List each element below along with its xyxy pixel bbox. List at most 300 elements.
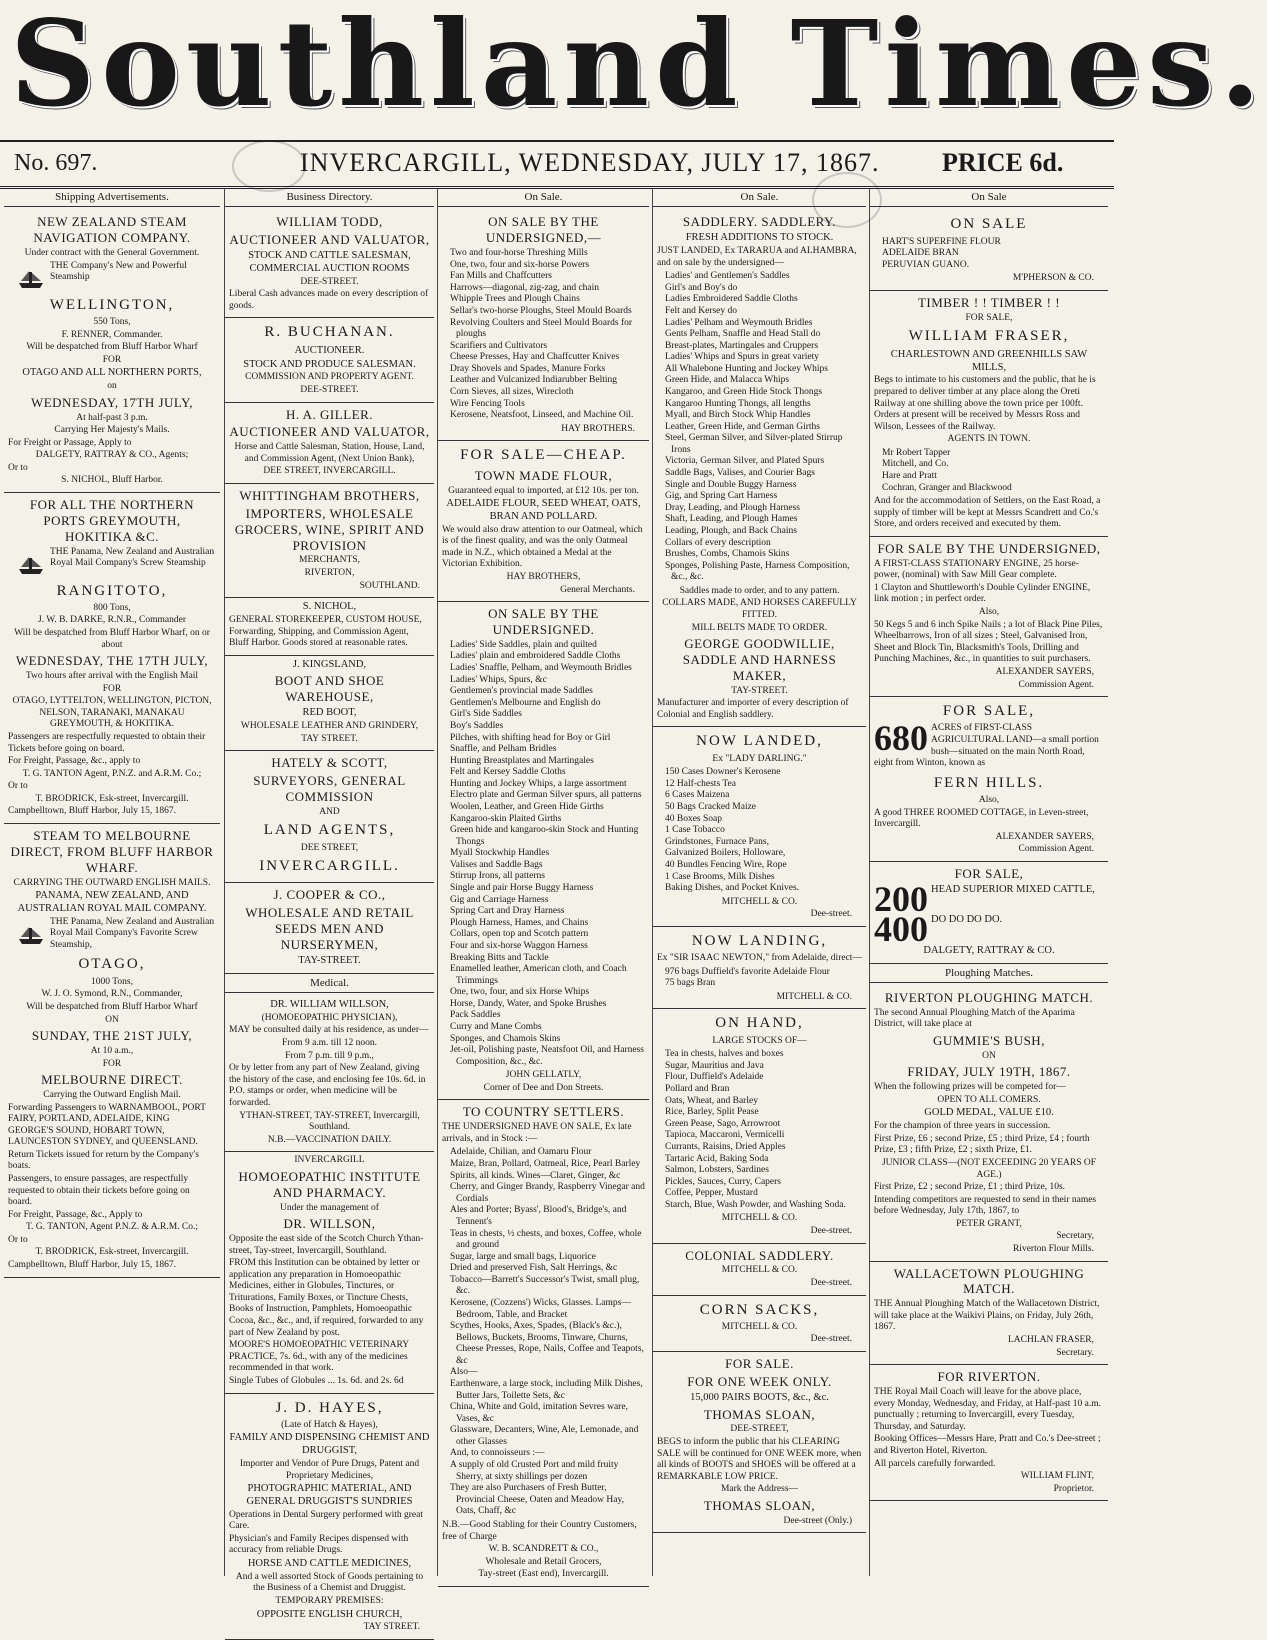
ad-text: From 9 a.m. till 12 noon.	[282, 1038, 377, 1049]
ad-text: Campbelltown, Bluff Harbor, July 15, 1867.	[8, 806, 177, 817]
ad-title: TIMBER ! ! TIMBER ! !	[917, 295, 1061, 311]
ad-text: Tay-street (East end), Invercargill.	[478, 1569, 609, 1580]
ad-title: ON SALE BY THE UNDERSIGNED.	[488, 606, 599, 638]
steamship-icon	[16, 263, 46, 293]
ad-text: THE Royal Mail Coach will leave for the above place, every Monday, Wednesday, and Friday, at Half-past 10 a.m. punctually ; returning to Invercargill, every Tuesday, Thursday, and Saturday.	[874, 1387, 1101, 1432]
ad-text: Under the management of	[280, 1202, 379, 1213]
ad-text: For Freight or Passage, Apply to	[8, 437, 132, 448]
sailing-date: SUNDAY, THE 21ST JULY,	[31, 1028, 193, 1044]
price: PRICE 6d.	[942, 148, 1064, 177]
list-item: 40 Boxes Soap	[665, 813, 722, 824]
agent-name: T. BRODRICK, Esk-street, Invercargill.	[35, 793, 189, 804]
ad-title: FOR SALE—CHEAP.	[460, 447, 627, 464]
ad-title: SADDLERY. SADDLERY.	[682, 214, 837, 230]
ad-title: FOR SALE BY THE UNDERSIGNED,	[877, 540, 1101, 556]
list-item: Ladies' plain and embroidered Saddle Cloths	[450, 651, 621, 662]
list-item: Saddle Bags, Valises, and Courier Bags	[665, 468, 815, 479]
ad-for-sale-cheap	[438, 441, 649, 602]
ad-text: Opposite the east side of the Scotch Church Ythan-street, Tay-street, Invercargill, Southland.	[229, 1233, 424, 1256]
ad-text: Carrying the Outward English Mail.	[43, 1089, 181, 1100]
list-item: Girl's and Boy's do	[665, 282, 738, 293]
list-item: Cochran, Granger and Blackwood	[882, 482, 1012, 493]
ad-text: Ex "SIR ISAAC NEWTON," from Adelaide, direct—	[657, 953, 862, 964]
ad-text: Wholesale and Retail Grocers,	[485, 1556, 602, 1567]
list-item: 6 Cases Maizena	[665, 790, 730, 801]
ad-text: Return Tickets issued for return by the Company's boats.	[8, 1149, 199, 1172]
list-item: Spring Cart and Dray Harness	[450, 906, 565, 917]
ad-text: First Prize, £6 ; second Prize, £5 ; third Prize, £4 ; fourth Prize, £3 ; fifth Prize, £2 ; sixth Prize, £1.	[874, 1133, 1090, 1156]
ad-title: NOW LANDING,	[691, 932, 828, 949]
masthead	[0, 0, 1267, 140]
column-shipping	[4, 188, 220, 1576]
ad-text: THE UNDERSIGNED HAVE ON SALE, Ex late arrivals, and in Stock :—	[442, 1122, 632, 1144]
ad-for-riverton	[870, 1365, 1108, 1501]
cattle-figure: 400	[874, 908, 928, 949]
list-item: Kangaroo-skin Plaited Girths	[450, 813, 562, 824]
list-item: Glassware, Decanters, Wine, Ale, Lemonade, and other Glasses	[450, 1425, 639, 1447]
ad-signature: THOMAS SLOAN,	[703, 1406, 816, 1422]
ad-text: TAY STREET.	[301, 733, 358, 744]
list-item: Leading, Plough, and Back Chains	[665, 525, 797, 536]
ad-text: 1 Clayton and Shuttleworth's Double Cylinder ENGINE, link motion ; in perfect order.	[874, 582, 1091, 605]
ad-text: DEE-STREET.	[300, 276, 359, 287]
masthead-title: Southland Times.	[10, 0, 1267, 133]
list-item: Whipple Trees and Plough Chains	[450, 294, 580, 305]
ad-subtitle: WHOLESALE AND RETAIL SEEDS MEN AND NURSERYMEN,	[245, 905, 414, 953]
ad-title: ON SALE	[950, 216, 1028, 233]
ad-text: Saddles made to order, and to any pattern.	[679, 585, 840, 596]
list-item: Dray Shovels and Spades, Manure Forks	[450, 363, 606, 374]
ad-subtitle: BOOT AND SHOE WAREHOUSE,	[274, 673, 385, 705]
ad-text: 50 Kegs 5 and 6 inch Spike Nails ; a lot of Black Pine Piles, Wheelbarrows, Iron of all sizes ; Steel, Galvanised Iron, Sheet and Block Tin, Blacksmith's Tools, Drilling and Punching Machines, &c., in quantities to suit purchasers.	[874, 619, 1103, 665]
list-item: Tobacco—Barrett's Successor's Twist, small plug, &c.	[450, 1274, 640, 1297]
ad-title: STEAM TO MELBOURNE DIRECT, FROM BLUFF HARBOR WHARF.	[10, 828, 214, 875]
ad-text: Will be despatched from Bluff Harbor Wharf, on or about	[14, 628, 210, 650]
list-item: Woolen, Leather, and Green Hide Girths	[450, 801, 604, 812]
ad-wallacetown-ploughing	[870, 1262, 1108, 1366]
ad-text: And for the accommodation of Settlers, on the East Road, a supply of timber will be kept at Messrs Scandrett and Co.'s Store, and orders received and executed by them.	[874, 496, 1101, 530]
list-item: Corn Sieves, all sizes, Wirecloth	[450, 387, 574, 398]
ad-now-landing	[653, 927, 866, 1010]
section-header: On Sale	[870, 188, 1108, 207]
ad-text: BEGS to inform the public that his CLEARING SALE will be continued for ONE WEEK more, when all kinds of BOOTS and SHOES will be offered at a REMARKABLE LOW PRICE.	[657, 1437, 862, 1482]
ad-text: All parcels carefully forwarded.	[874, 1458, 996, 1469]
ad-text: Booking Offices—Messrs Hare, Pratt and Co.'s Dee-street ; and Riverton Hotel, Riverton.	[874, 1434, 1101, 1456]
ad-title: NOW LANDED,	[696, 733, 823, 750]
ad-signature: MITCHELL & CO.	[721, 1265, 798, 1276]
list-item: HART'S SUPERFINE FLOUR	[882, 236, 1001, 247]
list-item: Electro plate and German Silver spurs, all patterns	[450, 790, 642, 801]
ad-giller	[225, 403, 434, 484]
ad-text: Will be despatched from Bluff Harbor Wharf	[26, 342, 198, 353]
list-item: Collars of every description	[665, 537, 771, 548]
ad-timber	[870, 291, 1108, 537]
list-item: Tapioca, Maccaroni, Vermicelli	[665, 1130, 785, 1141]
list-item: Jet-oil, Polishing paste, Neatsfoot Oil, and Harness Composition, &c., &c.	[450, 1045, 644, 1067]
ad-text: GENERAL STOREKEEPER, CUSTOM HOUSE, Forwarding, Shipping, and Commission Agent, Bluff Harbor. Goods stored at reasonable rates.	[229, 614, 422, 649]
ad-whittingham	[225, 484, 434, 598]
list-item: Four and six-horse Waggon Harness	[450, 940, 588, 951]
list-item: Dried and preserved Fish, Salt Herrings, &c	[450, 1263, 618, 1274]
ad-text: DEE STREET,	[300, 842, 359, 853]
list-item: Cherry, and Ginger Brandy, Raspberry Vinegar and Cordials	[450, 1182, 645, 1204]
ad-text: CARRYING THE OUTWARD ENGLISH MAILS.	[13, 877, 211, 888]
list-item: Shaft, Leading, and Plough Hames	[665, 514, 798, 525]
list-item: Sponges, and Chamois Skins	[450, 1033, 561, 1044]
ad-text: F. RENNER, Commander.	[61, 329, 163, 340]
list-item: Victoria, German Silver, and Plated Spurs	[665, 456, 825, 467]
list-item: Brushes, Combs, Chamois Skins	[665, 549, 790, 560]
ad-text: Secretary,	[1056, 1231, 1094, 1242]
ad-text: Forwarding Passengers to WARNAMBOOL, PORT FAIRY, PORTLAND, ADELAIDE, KING GEORGE'S SOUND, HOBART TOWN, LAUNCESTON SYDNEY, and QUEENSLAND.	[8, 1102, 206, 1148]
list-item: Tea in chests, halves and boxes	[665, 1049, 784, 1060]
list-item: Teas in chests, ½ chests, and boxes, Coffee, whole and ground	[450, 1228, 642, 1251]
column-on-sale-3	[869, 188, 1108, 1576]
ad-text: INVERCARGILL	[294, 1155, 365, 1166]
ad-colonial-saddlery	[653, 1244, 866, 1296]
list-item: Boy's Saddles	[450, 720, 504, 731]
list-item: Snaffle, and Pelham Bridles	[450, 744, 557, 755]
section-header: Shipping Advertisements.	[4, 188, 220, 207]
list-item: Breast-plates, Martingales and Cruppers	[665, 340, 819, 351]
issue-number: No. 697.	[14, 150, 98, 176]
agent-name: S. NICHOL, Bluff Harbor.	[61, 475, 163, 486]
ad-text: Also,	[978, 794, 1000, 805]
list-item: Galvanized Boilers, Holloware,	[665, 848, 786, 859]
list-item: Gents Pelham, Snaffle and Head Stall do	[665, 329, 821, 340]
list-item: Ladies' Side Saddles, plain and quilted	[450, 639, 597, 650]
list-item: Two and four-horse Threshing Mills	[450, 248, 588, 259]
ad-signature: WILLIAM FLINT,	[1020, 1471, 1094, 1482]
list-item: Girl's Side Saddles	[450, 709, 522, 720]
item-list	[665, 967, 862, 990]
list-item: Plough Harness, Hames, and Chains	[450, 917, 589, 928]
ad-text: ON	[982, 1050, 996, 1061]
ad-text: HEAD SUPERIOR MIXED CATTLE,	[931, 883, 1095, 895]
ad-text: AGENTS IN TOWN.	[947, 434, 1031, 445]
ad-title: S. NICHOL,	[302, 601, 357, 613]
ad-text: MILL BELTS MADE TO ORDER.	[691, 622, 828, 633]
ad-signature: MITCHELL & CO.	[721, 1213, 798, 1224]
ad-subtitle: AUCTIONEER AND VALUATOR,	[229, 424, 430, 440]
list-item: Scythes, Hooks, Axes, Spades, (Black's &c.), Bellows, Buckets, Brooms, Tinware, Churns, Cheese Presses, Rope, Nails, Coffee and Teapots, &c	[450, 1321, 644, 1366]
list-item: Ladies Embroidered Saddle Cloths	[665, 294, 798, 305]
list-item: Ales and Porter; Byass', Blood's, Bridge's, and Tennent's	[450, 1205, 627, 1227]
ad-signature: MITCHELL & CO.	[776, 991, 852, 1002]
ad-text: THE Company's New and Powerful Steamship	[50, 260, 187, 283]
list-item: Mr Robert Tapper	[882, 447, 951, 458]
ad-text: JUNIOR CLASS—(NOT EXCEEDING 20 YEARS OF AGE.)	[881, 1157, 1097, 1180]
item-list	[665, 271, 862, 584]
list-item: Stirrup Irons, all patterns	[450, 871, 545, 882]
ad-text: A FIRST-CLASS STATIONARY ENGINE, 25 horse-power, (nominal) with Saw Mill Gear complete.	[874, 558, 1079, 581]
list-item: Mitchell, and Co.	[882, 459, 949, 470]
ad-subtitle: GUMMIE'S BUSH,	[933, 1032, 1045, 1048]
list-item: Enamelled leather, American cloth, and Coach Trimmings	[450, 964, 627, 986]
ad-subtitle: FAMILY AND DISPENSING CHEMIST AND DRUGGIST,	[229, 1432, 430, 1457]
column-on-sale-2	[652, 188, 866, 1576]
list-item: Curry and Mane Combs	[450, 1021, 542, 1032]
list-item: Breaking Bitts and Tackle	[450, 952, 549, 963]
ad-text: FOR	[102, 1058, 122, 1069]
ad-text: DEE-STREET.	[300, 384, 359, 395]
ad-text: JUST LANDED, Ex TARARUA and ALHAMBRA, and on sale by the undersigned—	[657, 246, 857, 268]
ad-text: DO DO DO DO.	[931, 913, 1003, 925]
ad-signature: MITCHELL & CO.	[721, 896, 798, 907]
ad-text: Corner of Dee and Don Streets.	[483, 1082, 604, 1093]
list-item: Felt and Kersey do	[665, 305, 738, 316]
cattle-figure: 200	[874, 878, 928, 919]
ad-text: At half-past 3 p.m.	[76, 412, 148, 423]
ad-text: For Freight, Passage, &c., Apply to	[8, 1209, 143, 1220]
ad-text: ON	[105, 1014, 119, 1025]
agent-name: T. G. TANTON, Agent P.N.Z. & A.R.M. Co.;	[25, 1222, 199, 1233]
list-item: Valises and Saddle Bags	[450, 859, 543, 870]
ad-text: And a well assorted Stock of Goods pertaining to the Business of a Chemist and Druggist.	[235, 1571, 424, 1594]
ad-riverton-ploughing	[870, 986, 1108, 1262]
ad-wellington	[4, 210, 220, 493]
steamship-icon	[16, 919, 46, 949]
list-item: Rice, Barley, Split Pease	[665, 1107, 759, 1118]
ad-text: 15,000 PAIRS BOOTS, &c., &c.	[690, 1391, 829, 1403]
column-business	[224, 188, 434, 1633]
list-item: 50 Bags Cracked Maize	[665, 802, 757, 813]
list-item: Sellar's two-horse Ploughs, Steel Mould Boards	[450, 306, 632, 317]
list-item: Gig, and Spring Cart Harness	[665, 491, 778, 502]
ad-text: FOR	[102, 683, 122, 694]
ad-text: Dee-street (Only.)	[783, 1515, 852, 1526]
list-item: Sponges, Polishing Paste, Harness Composition, &c., &c.	[665, 560, 850, 583]
list-item: Maize, Bran, Pollard, Oatmeal, Rice, Pearl Barley	[450, 1159, 641, 1170]
ad-signature: GEORGE GOODWILLIE, SADDLE AND HARNESS MAKER,	[682, 636, 837, 683]
list-item: 1 Case Brooms, Milk Dishes	[665, 871, 775, 882]
ad-title: J. KINGSLAND,	[292, 658, 367, 670]
ad-text: TAY STREET.	[363, 1622, 420, 1633]
ad-todd	[225, 210, 434, 318]
ad-text: on	[107, 381, 117, 392]
ad-text: DEE-STREET,	[730, 1424, 789, 1435]
ad-text: PANAMA, NEW ZEALAND, AND AUSTRALIAN ROYAL MAIL COMPANY.	[17, 890, 207, 914]
ad-text: PHOTOGRAPHIC MATERIAL, AND GENERAL DRUGGIST'S SUNDRIES	[246, 1483, 413, 1507]
ad-subtitle: AUCTIONEER AND VALUATOR,	[229, 232, 430, 248]
list-item: Adelaide, Chilian, and Oamaru Flour	[450, 1147, 592, 1158]
ad-title: WALLACETOWN PLOUGHING MATCH.	[893, 1265, 1085, 1297]
ad-text: AUCTIONEER.	[294, 344, 365, 356]
ad-subtitle: LAND AGENTS,	[263, 822, 396, 839]
ad-text: Importer and Vendor of Pure Drugs, Patent and Proprietary Medicines,	[239, 1458, 420, 1481]
ad-text: 800 Tons,	[93, 602, 131, 613]
ad-text: Horse and Cattle Salesman, Station, House, Land, and Commission Agent, (Next Union Bank),	[234, 442, 425, 464]
ad-text: Also,	[978, 607, 1000, 618]
list-item: Leather and Vulcanized Indiarubber Belting	[450, 375, 618, 386]
column-on-sale-1	[437, 188, 649, 1580]
ad-text: Guaranteed equal to imported, at £12 10s. per ton.	[448, 485, 639, 496]
ad-text: Dee-street.	[810, 1278, 852, 1289]
list-item: Hare and Pratt	[882, 470, 937, 481]
list-item: Ladies' Whips and Spurs in great variety	[665, 352, 820, 363]
list-item: Salmon, Lobsters, Sardines	[665, 1165, 769, 1176]
list-item: Grindstones, Furnace Pans,	[665, 836, 769, 847]
list-item: Ladies' and Gentlemen's Saddles	[665, 271, 790, 282]
agent-name: T. G. TANTON Agent, P.N.Z. and A.R.M. Co.;	[22, 768, 202, 779]
dateline	[0, 140, 1114, 189]
section-header: Ploughing Matches.	[870, 964, 1108, 983]
item-list	[665, 1049, 862, 1211]
ad-title: TO COUNTRY SETTLERS.	[462, 1104, 625, 1120]
ad-cattle	[870, 862, 1108, 964]
steamship-icon	[16, 549, 46, 579]
ad-text: SOUTHLAND.	[359, 580, 420, 591]
ad-text: A good THREE ROOMED COTTAGE, in Leven-street, Invercargill.	[874, 807, 1089, 830]
list-item: They are also Purchasers of Fresh Butter, Provincial Cheese, Oaten and Meadow Hay, Oats, Chaff, &c	[450, 1483, 624, 1517]
ad-signature: PETER GRANT,	[956, 1218, 1022, 1229]
destination: MELBOURNE DIRECT.	[41, 1072, 183, 1088]
ad-homoeopathic-institute	[225, 1152, 434, 1393]
ad-title: FOR SALE,	[954, 865, 1024, 881]
ad-text: Carrying Her Majesty's Mails.	[54, 425, 170, 436]
ad-signature: M'PHERSON & CO.	[1012, 273, 1094, 284]
ad-text: Intending competitors are requested to send in their names before Wednesday, July 17th, 1867, to	[874, 1194, 1097, 1217]
ad-text: TAY-STREET.	[731, 685, 788, 696]
ad-text: Two hours after arrival with the English Mail	[25, 671, 199, 682]
list-item: 75 bags Bran	[665, 978, 716, 989]
ad-text: Liberal Cash advances made on every description of goods.	[229, 289, 429, 311]
list-item: Currants, Raisins, Dried Apples	[665, 1141, 786, 1152]
ad-text: N.B.—Good Stabling for their Country Customers, free of Charge	[442, 1519, 637, 1542]
list-item: Scarifiers and Cultivators	[450, 340, 548, 351]
list-item: Kerosene, Neatsfoot, Linseed, and Machine Oil.	[450, 410, 634, 421]
event-date: FRIDAY, JULY 19TH, 1867.	[907, 1064, 1071, 1080]
ad-text: From 7 p.m. till 9 p.m.,	[285, 1050, 374, 1061]
ad-text: Operations in Dental Surgery performed with great Care.	[229, 1509, 423, 1532]
ad-text: When the following prizes will be competed for—	[874, 1082, 1066, 1093]
list-item: Pilches, with shifting head for Boy or Girl	[450, 732, 611, 743]
ad-corn-sacks	[653, 1296, 866, 1352]
agent-name: DALGETY, RATTRAY & CO., Agents;	[35, 450, 189, 461]
list-item: One, two, four and six-horse Powers	[450, 259, 590, 270]
list-item: 976 bags Duffield's favorite Adelaide Flour	[665, 966, 830, 977]
ad-text: Begs to intimate to his customers and the public, that he is prepared to deliver timber at any place along the Oreti Railway at one shilling above the town price per 100ft. Orders at present will be received by Messrs Ross and Wilson, Lessees of the Railway.	[874, 375, 1096, 432]
list-item: 12 Half-chests Tea	[665, 778, 736, 789]
ad-title: J. D. HAYES,	[275, 1399, 384, 1416]
ad-hay-brothers	[438, 210, 649, 441]
ad-kingsland	[225, 656, 434, 751]
list-item: Myall Stockwhip Handles	[450, 848, 550, 859]
ad-title: FOR SALE.	[725, 1356, 794, 1372]
list-item: Felt and Kersey Saddle Cloths	[450, 767, 566, 778]
ad-text: (HOMOEOPATHIC PHYSICIAN),	[261, 1012, 398, 1023]
ad-text: RIVERTON,	[304, 567, 355, 578]
ad-now-landed	[653, 727, 866, 926]
list-item: Ladies' Pelham and Weymouth Bridles	[665, 317, 813, 328]
ad-signature: ALEXANDER SAYERS,	[995, 666, 1094, 677]
ad-text: OTAGO AND ALL NORTHERN PORTS,	[22, 367, 202, 379]
ad-text: OPEN TO ALL COMERS.	[937, 1094, 1041, 1105]
ad-mpherson	[870, 210, 1108, 291]
ad-text: YTHAN-STREET, TAY-STREET, Invercargill, Southland.	[239, 1110, 420, 1133]
ad-text: COLLARS MADE, AND HORSES CAREFULLY FITTED.	[662, 598, 857, 620]
ad-text: The second Annual Ploughing Match of the Aparima District, will take place at	[874, 1007, 1075, 1030]
list-item: One, two, four, and six Horse Whips	[450, 987, 590, 998]
item-list	[450, 1147, 645, 1518]
list-item: Green Pease, Sago, Arrowroot	[665, 1118, 781, 1129]
ad-text: HORSE AND CATTLE MEDICINES,	[247, 1558, 412, 1570]
ad-text: Passengers are respectfully requested to obtain their Tickets before going on board.	[8, 731, 206, 754]
ship-name: OTAGO,	[78, 956, 146, 973]
list-item: Myall, and Birch Stock Whip Handles	[665, 410, 811, 421]
ad-title: R. BUCHANAN.	[264, 324, 395, 341]
ad-on-hand	[653, 1009, 866, 1243]
ad-title: HATELY & SCOTT,	[271, 755, 388, 771]
ad-text: Commission Agent.	[1018, 844, 1094, 855]
ad-country-settlers	[438, 1100, 649, 1586]
ad-text: THE Panama, New Zealand and Australian Royal Mail Company's Favorite Screw Steamship,	[50, 916, 215, 950]
ad-signature: HAY BROTHERS.	[561, 423, 635, 434]
ad-text: GOLD MEDAL, VALUE £10.	[924, 1107, 1054, 1119]
ship-name: WELLINGTON,	[49, 296, 175, 313]
list-item: Green hide and kangaroo-skin Stock and Hunting Thongs	[450, 825, 639, 847]
ad-subtitle: INVERCARGILL.	[259, 858, 400, 875]
ad-text: AND	[319, 806, 340, 817]
ad-sayers-engine	[870, 537, 1108, 697]
ad-title: CORN SACKS,	[699, 1301, 820, 1318]
list-item: Ladies' Snaffle, Pelham, and Weymouth Bridles	[450, 663, 632, 674]
ad-text: (Late of Hatch & Hayes),	[281, 1419, 378, 1430]
ad-text: Manufacturer and importer of every description of Colonial and English saddlery.	[657, 698, 849, 720]
list-item: Hunting and Jockey Whips, a large assortment	[450, 778, 627, 789]
ad-rangitoto	[4, 493, 220, 824]
item-list	[450, 640, 645, 1068]
ad-title: NEW ZEALAND STEAM NAVIGATION COMPANY.	[33, 214, 191, 246]
item-list	[665, 767, 862, 894]
ad-signature: JOHN GELLATLY,	[505, 1070, 582, 1081]
ad-text: THE Annual Ploughing Match of the Wallacetown District, will take place at the Waikivi Plains, on Friday, July 26th, 1867.	[874, 1299, 1100, 1333]
list-item: And, to connoisseurs :—	[450, 1448, 545, 1459]
ad-text: STOCK AND PRODUCE SALESMAN.	[243, 358, 416, 370]
section-header: On Sale.	[653, 188, 866, 207]
ad-title: FOR SALE,	[942, 703, 1036, 720]
ship-name: RANGITOTO,	[56, 582, 168, 599]
list-item: PERUVIAN GUANO.	[882, 259, 970, 270]
ad-title: DR. WILLIAM WILLSON,	[270, 999, 389, 1011]
ad-hately	[225, 751, 434, 883]
list-item: Kangaroo Hunting Thongs, all lengths	[665, 398, 811, 409]
ad-text: Proprietor.	[1053, 1483, 1094, 1494]
ad-text: COMMISSION AND PROPERTY AGENT.	[245, 372, 414, 383]
list-item: Pack Saddles	[450, 1010, 501, 1021]
ad-subtitle: FRESH ADDITIONS TO STOCK.	[685, 232, 834, 244]
ad-text: MOORE'S HOMOEOPATHIC VETERINARY PRACTICE, 7s. 6d., with any of the medicines recommended in that work.	[229, 1340, 409, 1374]
sailing-date: WEDNESDAY, THE 17TH JULY,	[15, 653, 209, 669]
ad-thomas-sloan	[653, 1352, 866, 1533]
ad-text: For the champion of three years in succession.	[874, 1121, 1051, 1132]
ad-text: Campbelltown, Bluff Harbor, July 15, 1867.	[8, 1260, 177, 1271]
ad-title: ON SALE BY THE UNDERSIGNED,—	[485, 214, 602, 246]
ad-text: Ex "LADY DARLING."	[712, 753, 807, 764]
list-item: Oats, Wheat, and Barley	[665, 1095, 758, 1106]
section-header: Business Directory.	[225, 188, 434, 207]
ad-title: H. A. GILLER.	[285, 406, 374, 422]
list-item: Sugar, Mauritius and Java	[665, 1060, 764, 1071]
list-item: 40 Bundles Fencing Wire, Rope	[665, 859, 787, 870]
ad-text: Dee-street.	[810, 1334, 852, 1345]
list-item: Fan Mills and Chaffcutters	[450, 271, 552, 282]
ad-buchanan	[225, 318, 434, 402]
ad-text: Under contract with the General Government.	[24, 248, 200, 259]
list-item: Gentlemen's Melbourne and English do	[450, 697, 601, 708]
ad-subtitle: FOR ONE WEEK ONLY.	[687, 1373, 832, 1389]
agent-name: T. BRODRICK, Esk-street, Invercargill.	[35, 1247, 189, 1258]
